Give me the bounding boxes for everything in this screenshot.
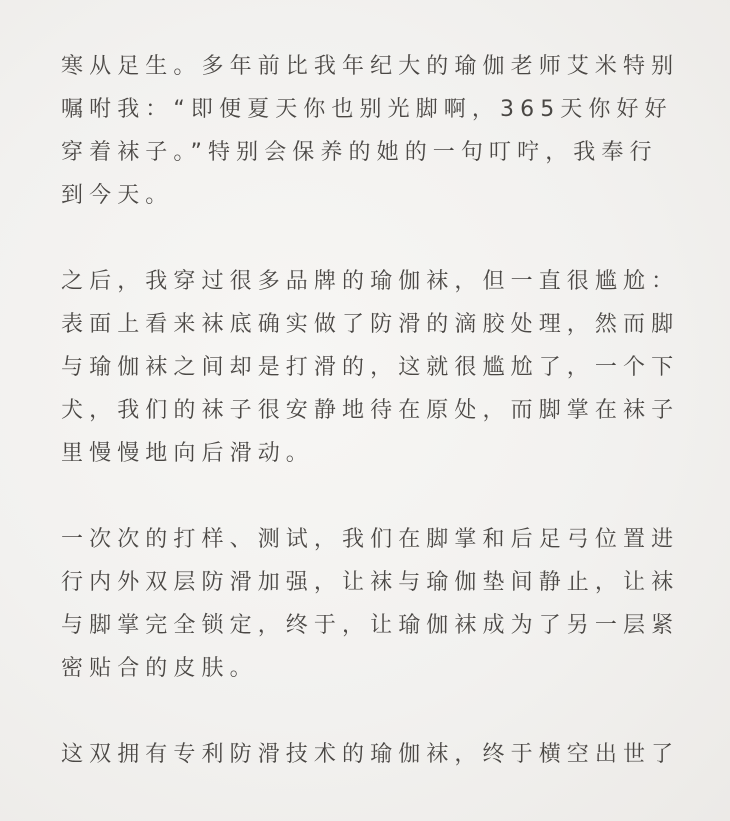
text-line: 寒从足生。多年前比我年纪大的瑜伽老师艾米特别 <box>61 54 680 79</box>
text-line: 穿着袜子。”特别会保养的她的一句叮咛，我奉行 <box>61 140 658 165</box>
text-line: 这双拥有专利防滑技术的瑜伽袜，终于横空出世了 <box>61 742 680 767</box>
text-line: 行内外双层防滑加强，让袜与瑜伽垫间静止，让袜 <box>61 570 680 595</box>
paragraph-solution <box>61 518 721 690</box>
paragraph-problem <box>61 260 721 475</box>
text-line: 密贴合的皮肤。 <box>61 656 258 681</box>
paragraph-conclusion <box>61 733 721 776</box>
text-line: 与瑜伽袜之间却是打滑的，这就很尴尬了，一个下 <box>61 355 680 380</box>
text-line: 犬，我们的袜子很安静地待在原处，而脚掌在袜子 <box>61 398 680 423</box>
text-line: 嘱咐我：“即便夏天你也别光脚啊，365天你好好 <box>61 97 673 122</box>
text-line: 之后，我穿过很多品牌的瑜伽袜，但一直很尴尬： <box>61 269 680 294</box>
text-line: 与脚掌完全锁定，终于，让瑜伽袜成为了另一层紧 <box>61 613 680 638</box>
paragraph-origin <box>61 45 721 217</box>
text-line: 到今天。 <box>61 183 174 208</box>
text-line: 一次次的打样、测试，我们在脚掌和后足弓位置进 <box>61 527 680 552</box>
text-line: 里慢慢地向后滑动。 <box>61 441 314 466</box>
article-body <box>61 45 721 819</box>
text-line: 表面上看来袜底确实做了防滑的滴胶处理，然而脚 <box>61 312 680 337</box>
